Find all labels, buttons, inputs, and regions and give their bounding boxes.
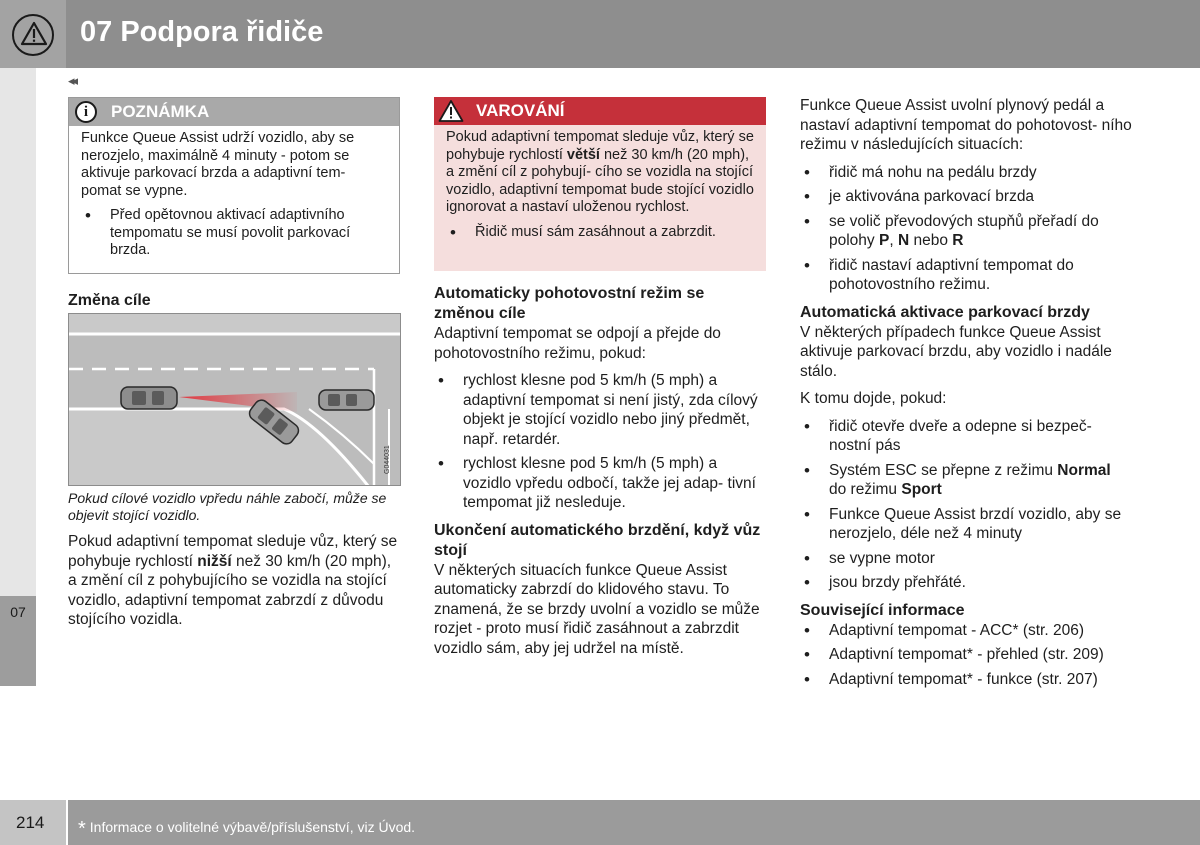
gear-r: R bbox=[952, 232, 964, 249]
middle-bullet-2: • rychlost klesne pod 5 km/h (5 mph) a vozidlo vpředu odbočí, takže jej adap- tivní tempomat již nesleduje. bbox=[434, 454, 766, 513]
figure-caption: Pokud cílové vozidlo vpředu náhle zabočí, může se objevit stojící vozidlo. bbox=[68, 490, 387, 523]
page-title: 07 Podpora řidiče bbox=[80, 16, 324, 48]
right-bullet-1: • řidič má nohu na pedálu brzdy bbox=[800, 163, 1132, 183]
page-number: 214 bbox=[16, 813, 45, 832]
footer-text: Informace o volitelné výbavě/příslušenství, viz Úvod. bbox=[89, 819, 416, 835]
header-icon-box bbox=[0, 0, 66, 68]
middle-bullet-1: • rychlost klesne pod 5 km/h (5 mph) a adaptivní tempomat si není jistý, zda cílový objekt je stojící vozidlo nebo jiný předmět, např. retardér. bbox=[434, 371, 766, 449]
right-bullet-4: • řidič nastaví adaptivní tempomat do pohotovostního režimu. bbox=[800, 256, 1132, 295]
warning-bullet: • Řidič musí sám zasáhnout a zabrzdit. bbox=[446, 224, 754, 242]
warning-text-bold: větší bbox=[566, 146, 600, 163]
related-link-funkce[interactable]: • Adaptivní tempomat* - funkce (str. 207) bbox=[800, 670, 1132, 690]
right-condition-5: • jsou brzdy přehřáté. bbox=[800, 573, 1132, 593]
related-link-acc[interactable]: • Adaptivní tempomat - ACC* (str. 206) bbox=[800, 621, 1132, 641]
left-paragraph-wrap bbox=[68, 532, 400, 630]
left-paragraph-bold: nižší bbox=[197, 552, 232, 570]
note-body bbox=[69, 126, 399, 260]
left-paragraph bbox=[68, 532, 400, 630]
right-paragraph-3: K tomu dojde, pokud: bbox=[800, 390, 947, 407]
related-link-prehled[interactable]: • Adaptivní tempomat* - přehled (str. 209) bbox=[800, 645, 1132, 665]
warning-text bbox=[446, 129, 754, 217]
section-heading-zmena-cile: Změna cíle bbox=[68, 292, 151, 309]
right-condition-2-text-1: Systém ESC se přepne z režimu bbox=[829, 461, 1058, 479]
figure-code: G044031 bbox=[384, 445, 391, 474]
warning-text-2: než 30 km/h (20 mph), a změní cíl z pohybují- cího se vozidla na stojící vozidlo, adaptivní tempomat bude stojící vozidlo ignorovat a nastaví uloženou rychlost. bbox=[446, 146, 754, 215]
mode-normal: Normal bbox=[1057, 461, 1111, 479]
middle-paragraph-1: Adaptivní tempomat se odpojí a přejde do pohotovostního režimu, pokud: bbox=[434, 325, 721, 362]
left-paragraph-text-2: než 30 km/h (20 mph), a změní cíl z pohybujícího se vozidla na stojící vozidlo, adaptivní tempomat zabrzdí z důvodu stojícího vozidla. bbox=[68, 552, 392, 628]
warning-title: VAROVÁNÍ bbox=[476, 101, 565, 120]
chapter-tab-label: 07 bbox=[10, 604, 26, 620]
mode-sport: Sport bbox=[901, 481, 942, 498]
section-heading-ukonceni-brzdeni: Ukončení automatického brzdění, když vůz stojí bbox=[434, 521, 761, 559]
page-header bbox=[0, 0, 1200, 68]
stationary-car-icon bbox=[319, 390, 374, 410]
side-band bbox=[0, 68, 36, 686]
note-box bbox=[68, 97, 400, 274]
right-condition-1: • řidič otevře dveře a odepne si bezpeč- nostní pás bbox=[800, 417, 1132, 456]
right-condition-2 bbox=[800, 461, 1132, 500]
warning-header bbox=[434, 97, 766, 125]
warning-box bbox=[434, 97, 766, 271]
footer-note bbox=[78, 815, 415, 838]
right-condition-2-text-2: do režimu bbox=[829, 481, 902, 498]
right-bullet-3 bbox=[800, 212, 1132, 251]
right-paragraph-2: V některých případech funkce Queue Assist aktivuje parkovací brzdu, aby vozidlo i nadále stálo. bbox=[800, 323, 1112, 380]
right-condition-4: • se vypne motor bbox=[800, 549, 1132, 569]
lane-change-illustration bbox=[68, 313, 401, 486]
footer-star: * bbox=[78, 818, 86, 840]
info-icon: i bbox=[75, 101, 97, 123]
left-paragraph-text-1: Pokud adaptivní tempomat sleduje vůz, který se pohybuje rychlostí bbox=[68, 533, 398, 570]
warning-icon bbox=[438, 99, 464, 123]
right-column bbox=[800, 96, 1132, 694]
left-heading-wrap bbox=[68, 291, 400, 311]
right-bullet-3-sep1: , bbox=[889, 232, 898, 249]
note-text: Funkce Queue Assist udrží vozidlo, aby se nerozjelo, maximálně 4 minuty - potom se aktivuje parkovací brzda a adaptivní tem- pomat se vypne. bbox=[81, 130, 355, 199]
warning-body bbox=[434, 125, 766, 241]
own-car-icon bbox=[121, 387, 177, 409]
gear-n: N bbox=[897, 232, 910, 249]
section-heading-pohotovostni-rezim: Automaticky pohotovostní režim se změnou cíle bbox=[434, 285, 705, 322]
right-bullet-2: • je aktivována parkovací brzda bbox=[800, 187, 1132, 207]
note-bullet: • Před opětovnou aktivací adaptivního tempomatu se musí povolit parkovací brzda. bbox=[81, 207, 387, 260]
gear-p: P bbox=[878, 232, 890, 249]
section-heading-parkovaci-brzda: Automatická aktivace parkovací brzdy bbox=[800, 303, 1090, 321]
right-bullet-3-text: se volič převodových stupňů přeřadí do polohy bbox=[829, 212, 1099, 249]
warning-text-1: Pokud adaptivní tempomat sleduje vůz, který se pohybuje rychlostí bbox=[446, 129, 754, 163]
right-bullet-3-sep2: nebo bbox=[909, 232, 953, 249]
note-title: POZNÁMKA bbox=[111, 102, 210, 121]
middle-paragraph-2: V některých situacích funkce Queue Assist automaticky zabrzdí do klidového stavu. To znamená, že se brzdy uvolní a vozidlo se může rozjet - proto musí řidič zasáhnout a zabrzdit vozidlo sám, aby jej udržel na místě. bbox=[434, 561, 760, 657]
warning-triangle-icon bbox=[12, 14, 54, 56]
right-condition-3: • Funkce Queue Assist brzdí vozidlo, aby se nerozjelo, déle než 4 minuty bbox=[800, 505, 1132, 544]
note-header bbox=[69, 98, 399, 126]
section-heading-souvisejici: Související informace bbox=[800, 601, 965, 619]
right-paragraph-1: Funkce Queue Assist uvolní plynový pedál a nastaví adaptivní tempomat do pohotovost- ního režimu v následujících situacích: bbox=[800, 97, 1132, 153]
middle-column bbox=[434, 284, 766, 658]
previous-page-icon[interactable]: ◂◂ bbox=[68, 73, 76, 88]
